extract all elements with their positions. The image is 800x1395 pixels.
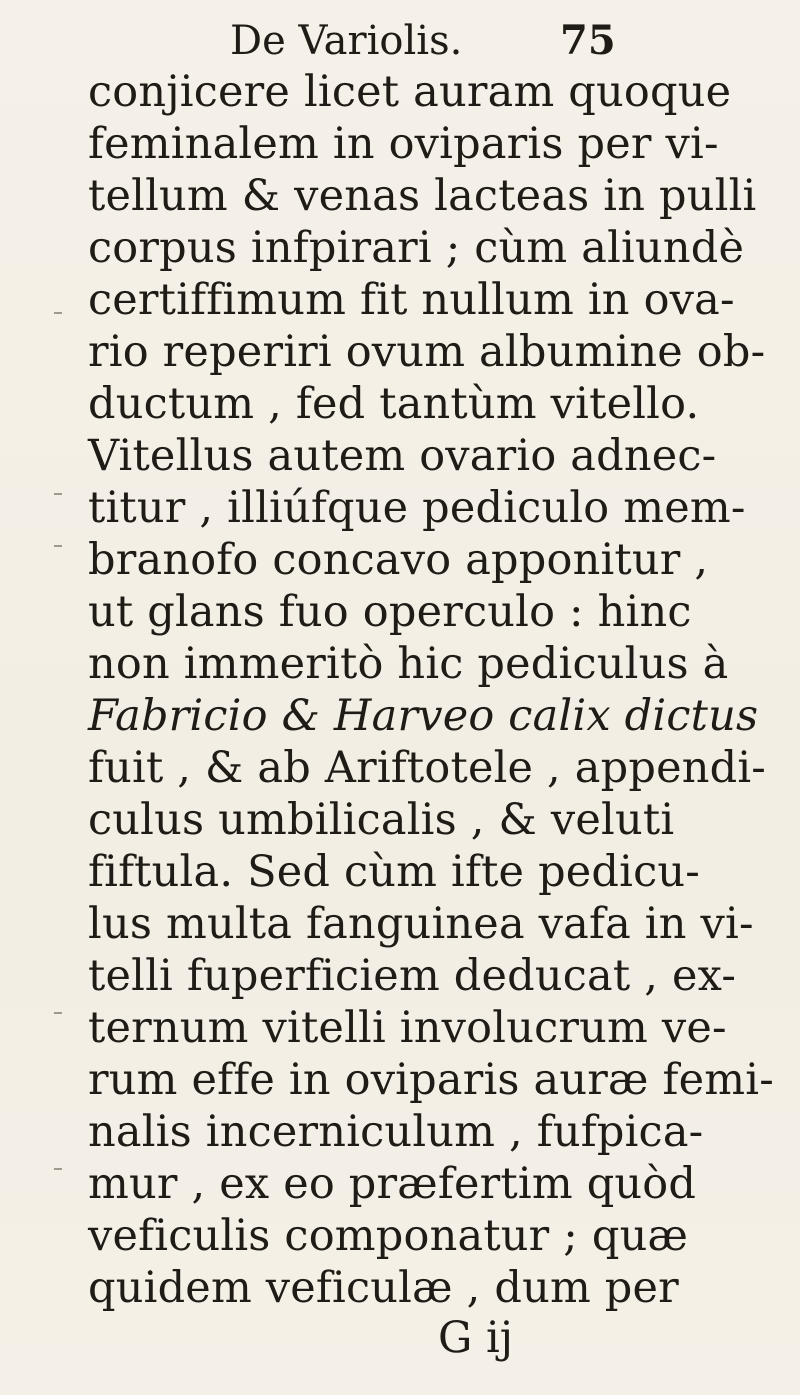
page-number: 75 [560,17,616,64]
page-header [230,12,630,70]
text-line: culus umbilicalis , & veluti [88,795,675,845]
text-line: rio reperiri ovum albumine ob- [88,327,766,377]
text-line: branofo concavo apponitur , [88,535,709,585]
text-line: fuit , & ab Ariftotele , appendi- [88,743,767,793]
signature-mark: G ij [438,1313,514,1363]
text-line: veficulis componatur ; quæ [88,1211,689,1261]
text-line: fiftula. Sed cùm ifte pedicu- [88,847,701,897]
text-line: tellum & venas lacteas in pulli [88,171,757,221]
margin-dash [54,312,62,314]
text-line: titur , illiúfque pediculo mem- [88,483,746,533]
text-line: lus multa fanguinea vafa in vi- [88,899,754,949]
text-line: feminalem in oviparis per vi- [88,119,719,169]
margin-dash [54,1168,62,1170]
margin-dash [54,493,62,495]
text-line: certiffimum fit nullum in ova- [88,275,735,325]
text-line: telli fuperficiem deducat , ex- [88,951,737,1001]
text-line: rum effe in oviparis auræ femi- [88,1055,774,1105]
running-title: De Variolis. [230,18,463,64]
text-line: Fabricio & Harveo calix dictus [88,691,759,741]
text-line: ternum vitelli involucrum ve- [88,1003,727,1053]
text-line: corpus infpirari ; cùm aliundè [88,223,745,273]
text-line: mur , ex eo præfertim quòd [88,1159,697,1209]
margin-dash [54,545,62,547]
text-line: ut glans fuo operculo : hinc [88,587,692,637]
text-line: ductum , fed tantùm vitello. [88,379,700,429]
text-line: Vitellus autem ovario adnec- [88,431,717,481]
text-line: quidem veficulæ , dum per [88,1263,679,1313]
margin-dash [54,1012,62,1014]
text-line: conjicere licet auram quoque [88,67,732,117]
text-line: non immeritò hic pediculus à [88,639,729,689]
text-line: nalis incerniculum , fufpica- [88,1107,704,1157]
